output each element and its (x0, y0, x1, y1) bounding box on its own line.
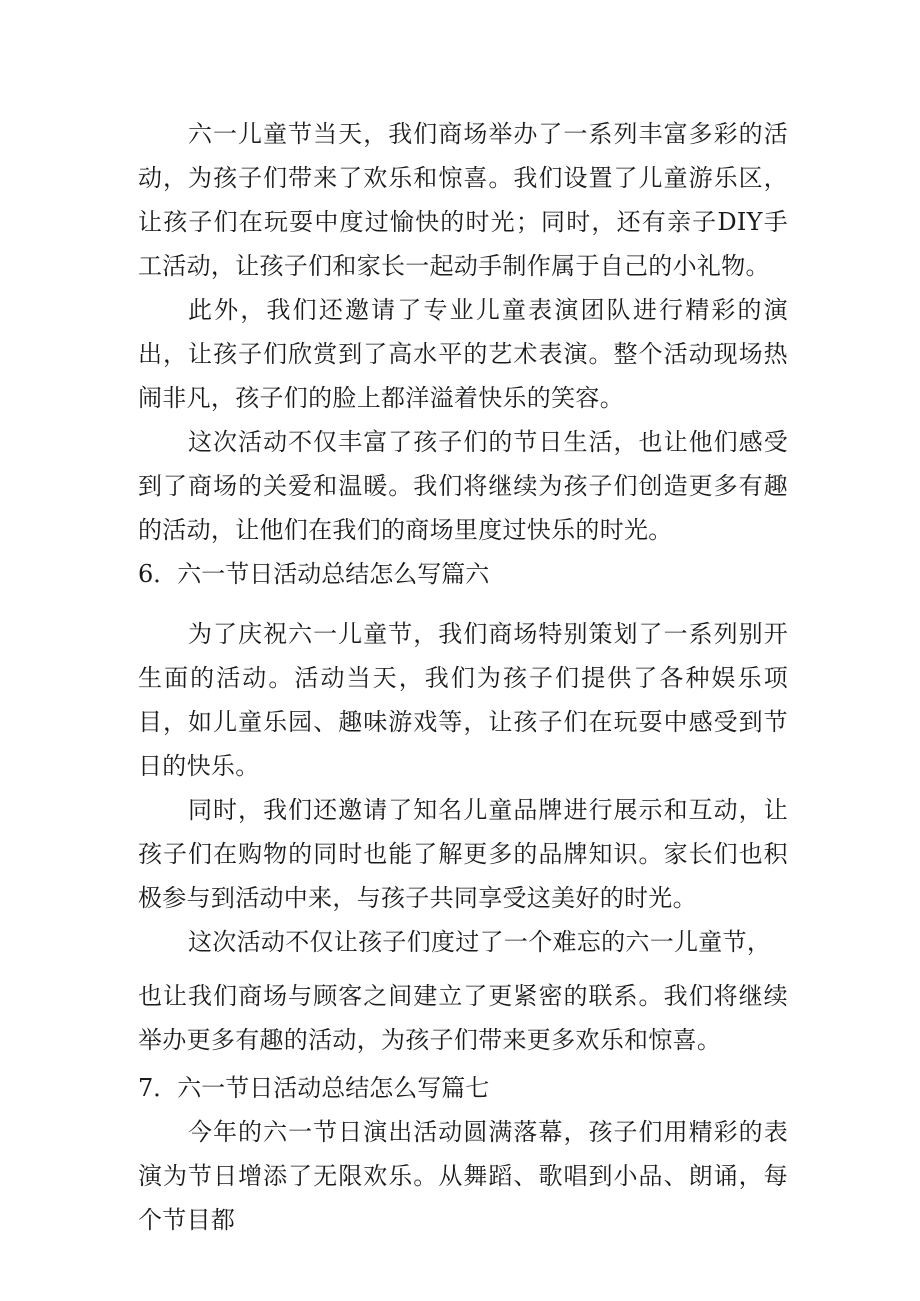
paragraph: 为了庆祝六一儿童节，我们商场特别策划了一系列别开生面的活动。活动当天，我们为孩子们提供了各种娱乐项目，如儿童乐园、趣味游戏等，让孩子们在玩耍中感受到节日的快乐。 (138, 620, 788, 780)
paragraph: 这次活动不仅丰富了孩子们的节日生活，也让他们感受到了商场的关爱和温暖。我们将继续为孩子们创造更多有趣的活动，让他们在我们的商场里度过快乐的时光。 (138, 428, 788, 544)
paragraph: 也让我们商场与顾客之间建立了更紧密的联系。我们将继续举办更多有趣的活动，为孩子们带来更多欢乐和惊喜。 (138, 982, 788, 1054)
paragraph: 同时，我们还邀请了知名儿童品牌进行展示和互动，让孩子们在购物的同时也能了解更多的品牌知识。家长们也积极参与到活动中来，与孩子共同享受这美好的时光。 (138, 796, 788, 912)
section-heading-7: 7．六一节日活动总结怎么写篇七 (138, 1074, 490, 1102)
paragraph: 这次活动不仅让孩子们度过了一个难忘的六一儿童节， (188, 928, 772, 956)
paragraph: 此外，我们还邀请了专业儿童表演团队进行精彩的演出，让孩子们欣赏到了高水平的艺术表演。整个活动现场热闹非凡，孩子们的脸上都洋溢着快乐的笑容。 (138, 296, 788, 412)
paragraph: 今年的六一节日演出活动圆满落幕，孩子们用精彩的表演为节日增添了无限欢乐。从舞蹈、歌唱到小品、朗诵，每个节目都 (138, 1118, 788, 1234)
document-body (138, 112, 788, 1242)
paragraph: 六一儿童节当天，我们商场举办了一系列丰富多彩的活动，为孩子们带来了欢乐和惊喜。我们设置了儿童游乐区，让孩子们在玩耍中度过愉快的时光；同时，还有亲子DIY手工活动，让孩子们和家长一起动手制作属于自己的小礼物。 (138, 120, 788, 280)
section-heading-6: 6．六一节日活动总结怎么写篇六 (138, 560, 490, 588)
